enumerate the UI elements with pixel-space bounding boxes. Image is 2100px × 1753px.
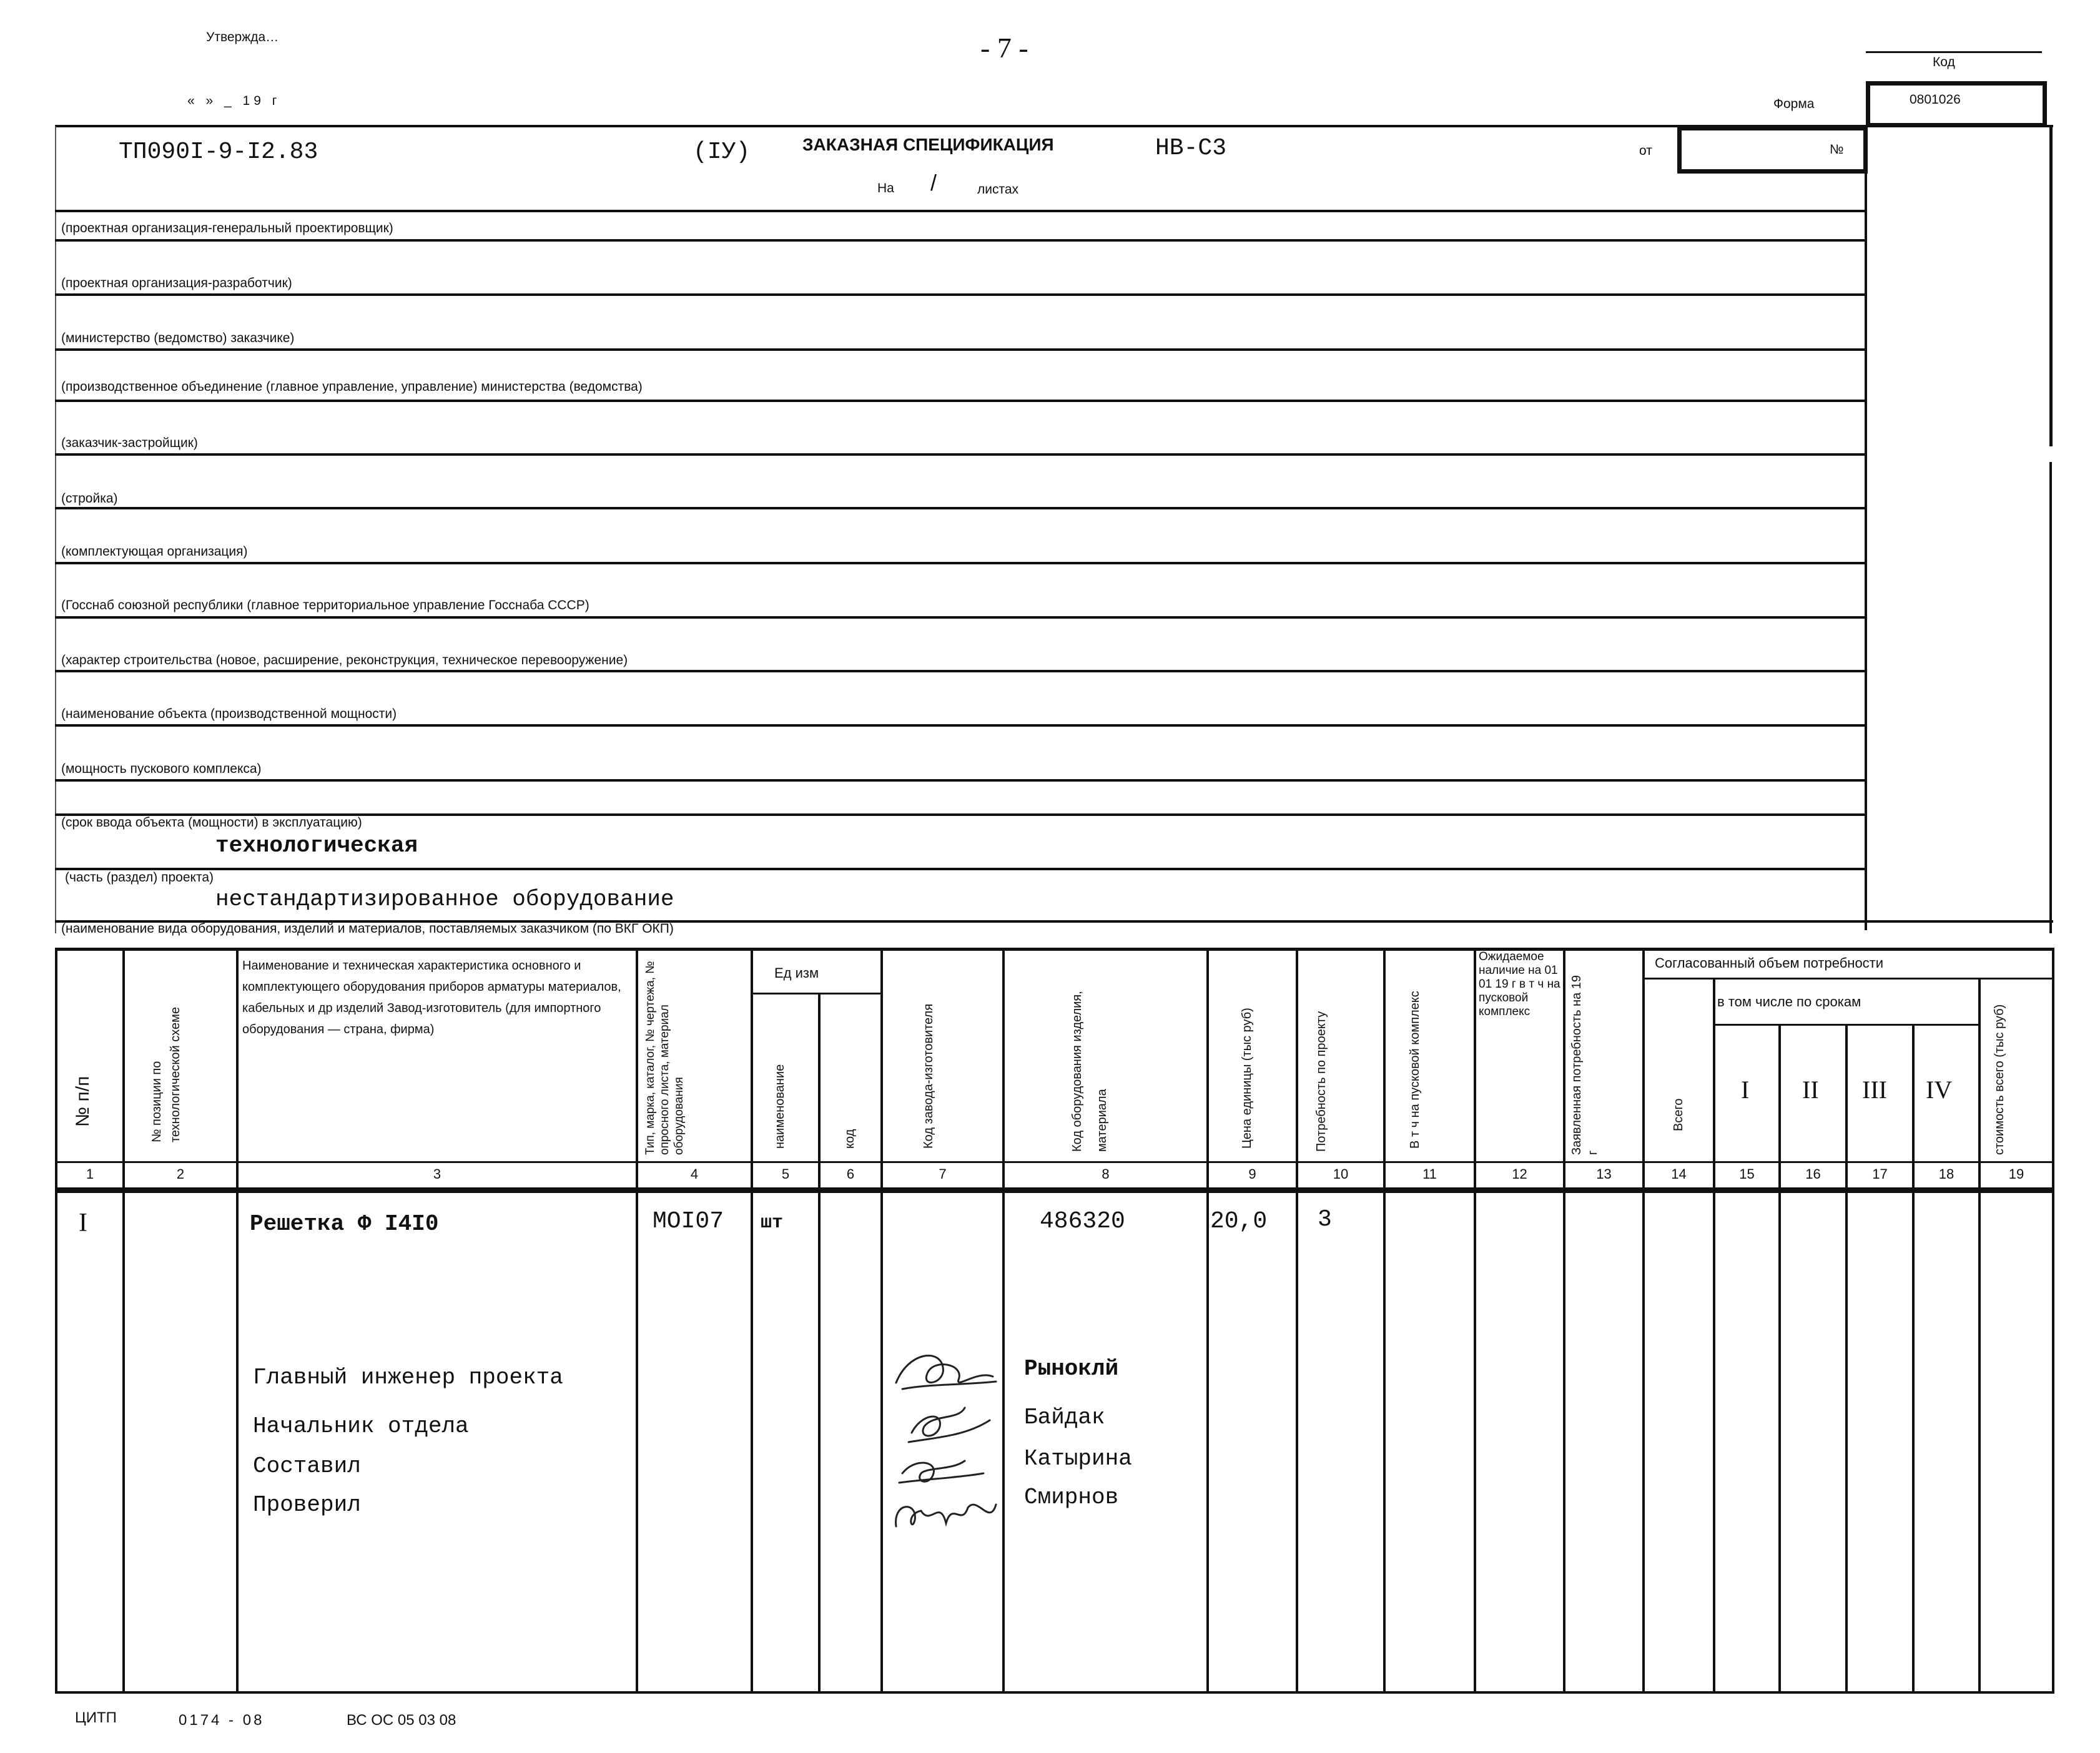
column-number: 13 [1596, 1166, 1612, 1182]
col-divider [1713, 978, 1715, 1692]
col-divider [122, 948, 125, 1692]
field-label-construction-type: (характер строительства (новое, расширение, реконструкция, техническое перевооружение) [61, 653, 628, 667]
signature-name-1: Рыноклй [1024, 1356, 1119, 1382]
column-number: 1 [86, 1166, 94, 1182]
right-border-bottom [2049, 462, 2052, 933]
col-divider [1002, 948, 1005, 1692]
table-bottom-border [55, 1691, 2054, 1694]
col-header-position: № позиции по технологической схеме [150, 1007, 182, 1142]
field-label-project-part: (часть (раздел) проекта) [65, 870, 214, 885]
row-equipment-code: 486320 [1040, 1208, 1125, 1235]
unit-group-line [751, 993, 882, 994]
footer-code: 0174 - 08 [179, 1712, 265, 1729]
column-number: 3 [433, 1166, 441, 1182]
col-divider [1474, 948, 1476, 1692]
col-divider [1642, 948, 1645, 1692]
column-number: 8 [1102, 1166, 1110, 1182]
footer-org: ЦИТП [75, 1709, 117, 1726]
column-number: 15 [1739, 1166, 1755, 1182]
table-right-border [2052, 948, 2054, 1694]
col-header-equipment-code: Код оборудования изделия, материала [1070, 991, 1109, 1152]
row-item-name: Решетка Ф I4I0 [250, 1211, 439, 1237]
header-bottom-border [55, 1187, 2053, 1193]
column-number: 19 [2008, 1166, 2024, 1182]
field-line [55, 868, 1866, 870]
col-divider [1383, 948, 1386, 1692]
column-number: 4 [690, 1166, 699, 1182]
field-line [55, 210, 1866, 212]
row-unit-price: 20,0 [1210, 1208, 1268, 1235]
field-label-developer: (проектная организация-разработчик) [61, 276, 292, 290]
signature-name-4: Смирнов [1024, 1485, 1119, 1510]
col-divider [1563, 948, 1565, 1692]
col-divider [818, 993, 821, 1692]
column-number: 6 [846, 1166, 855, 1182]
field-line [55, 293, 1866, 296]
code-box-top [1866, 51, 2042, 53]
col-header-term-group: в том числе по срокам [1717, 994, 1861, 1009]
col-header-cost: стоимость всего (тыс руб) [1993, 1004, 2006, 1155]
field-label-equipment-kind: (наименование вида оборудования, изделий и материалов, поставляемых заказчиком (по ВКГ ОКП) [61, 921, 674, 936]
col-header-name: Наименование и техническая характеристика основного и комплектующего оборудования приборов арматуры материалов, кабельных и др изделий Завод-изготовитель (для импортного оборудования — страна, фирма) [242, 959, 621, 1036]
page-number: - 7 - [980, 32, 1028, 64]
footer-ref: ВС ОС 05 03 08 [347, 1712, 456, 1729]
column-number: 14 [1671, 1166, 1687, 1182]
signature-name-3: Катырина [1024, 1446, 1132, 1471]
column-number: 7 [939, 1166, 947, 1182]
col-divider [1845, 1024, 1848, 1692]
col-divider [1778, 1024, 1781, 1692]
row-need: 3 [1318, 1206, 1332, 1233]
field-label-general-designer: (проектная организация-генеральный проектировщик) [61, 221, 393, 235]
field-label-commissioning: (срок ввода объекта (мощности) в эксплуатацию) [61, 815, 362, 830]
section-code: (IУ) [693, 139, 751, 165]
col-header-type: Тип, марка, каталог, № чертежа, № опросного листа, материал оборудования [644, 961, 686, 1155]
signature-name-2: Байдак [1024, 1405, 1105, 1430]
signature-role-chief-engineer: Главный инженер проекта [253, 1365, 563, 1390]
sheet-count: / [930, 170, 937, 195]
column-number: 10 [1333, 1166, 1349, 1182]
field-label-production-association: (производственное объединение (главное управление, управление) министерства (ведомства) [61, 380, 643, 394]
col-divider [236, 948, 239, 1692]
col-header-q3: III [1862, 1076, 1887, 1104]
col-divider [751, 948, 753, 1692]
col-header-need: Потребность по проекту [1314, 1011, 1328, 1152]
form-code: 0801026 [1910, 92, 1961, 107]
col-header-start-complex: В т ч на пусковой комплекс [1408, 991, 1422, 1149]
form-frame [55, 125, 2053, 933]
field-label-gossnab: (Госснаб союзной республики (главное территориальное управление Госснаба СССР) [61, 598, 589, 612]
form-label: Форма [1773, 97, 1815, 111]
column-number: 16 [1805, 1166, 1821, 1182]
col-header-q1: I [1741, 1076, 1750, 1104]
row-item-type: МОI07 [653, 1208, 724, 1235]
col-header-expected: Ожидаемое наличие на 01 01 19 г в т ч на пусковой комплекс [1479, 950, 1560, 1018]
colnum-row-top [55, 1161, 2053, 1163]
field-line [55, 779, 1866, 782]
col-header-declared: Заявленная потребность на 19 г [1570, 975, 1600, 1155]
table-left-border [55, 948, 57, 1694]
column-number: 5 [781, 1166, 790, 1182]
col-header-total: Всего [1672, 1098, 1685, 1131]
signature-role-checked-by: Проверил [253, 1492, 361, 1518]
field-line [55, 670, 1866, 672]
row-number: I [79, 1209, 87, 1237]
term-group-line [1713, 1024, 1980, 1026]
date-line: « » _ 19 г [187, 94, 281, 108]
col-divider [880, 948, 883, 1692]
code-column-divider [1865, 125, 1867, 930]
field-line [55, 400, 1866, 402]
field-value-equipment-type: нестандартизированное оборудование [215, 886, 674, 912]
column-number: 9 [1248, 1166, 1256, 1182]
column-number: 2 [176, 1166, 185, 1182]
col-header-agreed-group: Согласованный объем потребности [1655, 955, 1884, 971]
document-title: ЗАКАЗНАЯ СПЕЦИФИКАЦИЯ [802, 135, 1054, 154]
sheet-suffix: листах [977, 182, 1019, 197]
col-header-q4: IV [1926, 1076, 1953, 1104]
field-line [55, 348, 1866, 351]
code-label: Код [1933, 55, 1955, 69]
col-header-unit-code: код [843, 1129, 857, 1149]
field-label-object-name: (наименование объекта (производственной мощности) [61, 707, 397, 721]
field-label-capacity: (мощность пускового комплекса) [61, 762, 262, 776]
col-divider [1978, 978, 1981, 1692]
field-line [55, 724, 1866, 727]
col-divider [1296, 948, 1298, 1692]
col-header-unit-price: Цена единицы (тыс руб) [1240, 1008, 1254, 1149]
from-label: от [1639, 144, 1652, 158]
sheet-prefix: На [877, 181, 894, 195]
agreed-group-line [1642, 978, 2053, 980]
field-label-supplier-org: (комплектующая организация) [61, 544, 248, 559]
approved-label: Утвержда… [206, 30, 279, 44]
col-header-number: № п/п [72, 1076, 93, 1127]
col-divider [636, 948, 638, 1692]
column-number: 17 [1872, 1166, 1888, 1182]
field-line [55, 616, 1866, 619]
col-header-unit-name: наименование [773, 1064, 787, 1149]
field-line [55, 507, 1866, 509]
number-label: № [1830, 142, 1844, 157]
right-border-top [2049, 125, 2053, 446]
col-header-q2: II [1802, 1076, 1819, 1104]
col-divider [1206, 948, 1209, 1692]
field-line [55, 453, 1866, 456]
field-label-customer: (заказчик-застройщик) [61, 436, 198, 450]
field-line [55, 562, 1866, 564]
signature-role-compiled-by: Составил [253, 1453, 361, 1479]
col-header-factory-code: Код завода-изготовителя [922, 1003, 935, 1149]
row-item-unit: шт [761, 1212, 784, 1234]
column-number: 12 [1512, 1166, 1527, 1182]
field-label-ministry: (министерство (ведомство) заказчике) [61, 331, 295, 345]
spec-code: НВ-С3 [1155, 135, 1227, 162]
col-header-unit-group: Ед изм [774, 965, 819, 981]
field-value-part: технологическая [215, 833, 418, 858]
handwritten-signatures [884, 1345, 1005, 1533]
column-number: 18 [1938, 1166, 1955, 1182]
field-line [55, 239, 1866, 242]
col-divider [1912, 1024, 1915, 1692]
field-label-construction: (стройка) [61, 491, 118, 506]
column-number: 11 [1422, 1166, 1437, 1182]
signature-role-department-head: Начальник отдела [253, 1413, 469, 1439]
doc-code: ТП090I-9-I2.83 [119, 139, 318, 165]
table-top-border [55, 948, 2053, 951]
